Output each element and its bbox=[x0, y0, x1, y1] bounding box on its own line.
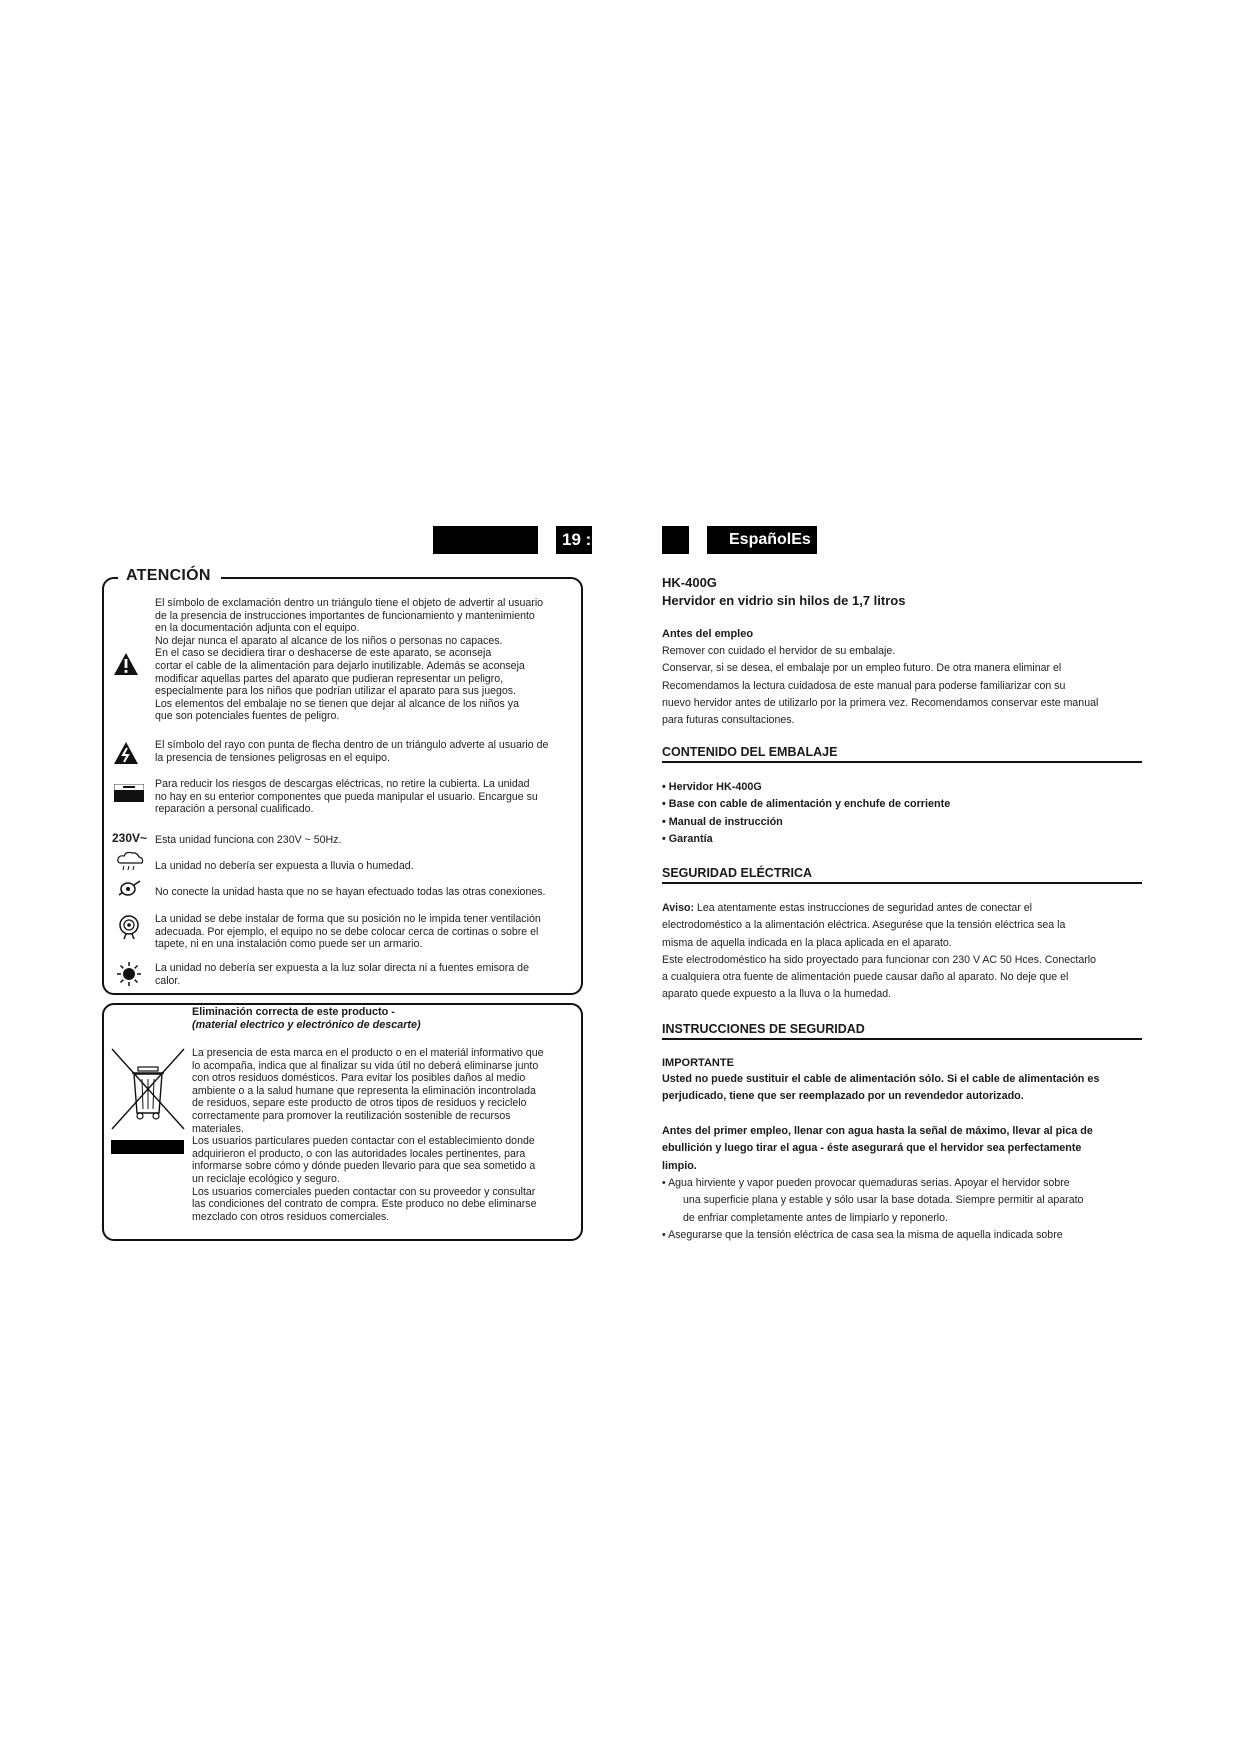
model-number: HK-400G bbox=[662, 575, 717, 590]
product-title: Hervidor en vidrio sin hilos de 1,7 litros bbox=[662, 593, 906, 608]
attention-block-sun: La unidad no debería ser expuesta a la luz solar directa ni a fuentes emisora de calor. bbox=[155, 962, 529, 987]
list-item: de enfriar completamente antes de limpiarlo y reponerlo. bbox=[683, 1211, 948, 1224]
attention-title: ATENCIÓN bbox=[118, 567, 221, 585]
disposal-black-bar bbox=[111, 1140, 184, 1154]
list-item: • Hervidor HK-400G bbox=[662, 781, 762, 793]
list-item: • Agua hirviente y vapor pueden provocar quemaduras serias. Apoyar el hervidor sobre bbox=[662, 1177, 1070, 1189]
rain-cloud-icon bbox=[115, 850, 145, 872]
list-item: • Base con cable de alimentación y enchufe de corriente bbox=[662, 798, 951, 811]
plug-icon bbox=[116, 877, 144, 899]
sun-icon bbox=[116, 961, 142, 987]
caution-label-icon bbox=[114, 784, 144, 802]
crossed-bin-icon bbox=[110, 1047, 186, 1131]
important-label: IMPORTANTE bbox=[662, 1057, 734, 1069]
disposal-subtitle: (material electrico y electrónico de descarte) bbox=[192, 1019, 421, 1031]
attention-block-cover: Para reducir los riesgos de descargas eléctricas, no retire la cubierta. La unidad no hay en su enterior componentes que pueda manipular el usuario. Encargue su reparación a personal cualificado. bbox=[155, 778, 538, 816]
list-item: • Garantía bbox=[662, 832, 713, 845]
attention-block-ventilation: La unidad se debe instalar de forma que su posición no le impida tener ventilación adecuada. Por ejemplo, el equipo no se debe colocar cerca de cortinas o sobre el tapete, ni en una instalación como puede ser un armario. bbox=[155, 913, 541, 951]
safety-heading: INSTRUCCIONES DE SEGURIDAD bbox=[662, 1022, 1142, 1040]
attention-line-voltage: Esta unidad funciona con 230V ~ 50Hz. bbox=[155, 834, 342, 846]
attention-block-exclamation: El símbolo de exclamación dentro un triángulo tiene el objeto de advertir al usuario de la presencia de instrucciones importantes de funcionamiento y mantenimiento en la documentación adjunta con el equipo. No dejar nunca el aparato al alcance de los niños o personas no capaces. En el caso se decidiera tirar o deshacerse de este aparato, se aconseja cortar el cable de la alimentación para dejarlo inutilizable. Además se aconseja modificar aquellas partes del aparato que pudieran representar un peligro, especialmente para los niños que podrían utilizar el aparato para sus juegos. Los elementos del embalaje no se tienen que dejar al alcance de los niños ya que son potenciales fuentes de peligro. bbox=[155, 597, 544, 723]
ventilation-fan-icon bbox=[117, 914, 141, 940]
language-label: EspañolEs bbox=[707, 526, 817, 554]
before-use-text: Remover con cuidado el hervidor de su embalaje. Conservar, si se desea, el embalaje por un empleo futuro. De otra manera eliminar el Recomendamos la lectura cuidadosa de este manual para poderse familiarizar con su nuevo hervidor antes de utilizarlo por la primera vez. Recomendamos conservar este manual para futuras consultaciones. bbox=[662, 645, 1099, 727]
safety-cable-note: Usted no puede sustituir el cable de alimentación sólo. Si el cable de alimentación es perjudicado, tiene que ser reemplazado por un revendedor autorizado. bbox=[662, 1073, 1100, 1103]
disposal-text: La presencia de esta marca en el producto o en el materiál informativo que lo acompaña, indica que al finalizar su vida útil no deberá eliminarse junto con otros residuos domésticos. Para evitar los posibles daños al medio ambiente o a la salud humane que representa la eliminación incontrolada de residuos, separe este producto de otros tipos de residuos y reciclelo correctamente para promover la reutilización sostenible de recursos materiales. Los usuarios particulares pueden contactar con el establecimiento donde adquirieron el producto, o con las autoridades locales pertinentes, para informarse sobre cómo y dónde pueden llevario para que sea sometido a un reciclaje ecológico y seguro. Los usuarios comerciales pueden contactar con su proveedor y consultar las condiciones del contrato de compra. Este produco no debe eliminarse mezclado con otros residuos comerciales. bbox=[192, 1047, 544, 1223]
page-number: 19 : bbox=[556, 526, 592, 554]
attention-line-connect: No conecte la unidad hasta que no se hayan efectuado todas las otras conexiones. bbox=[155, 886, 546, 898]
header-black-square bbox=[662, 526, 689, 554]
warning-label: Aviso: bbox=[662, 902, 694, 914]
electrical-heading: SEGURIDAD ELÉCTRICA bbox=[662, 866, 1142, 884]
header-black-bar-left bbox=[433, 526, 538, 554]
list-item: • Manual de instrucción bbox=[662, 815, 783, 828]
contents-list bbox=[662, 779, 950, 848]
lightning-triangle-icon bbox=[113, 741, 139, 765]
safety-first-use-note: Antes del primer empleo, llenar con agua hasta la señal de máximo, llevar al pica de ebullición y luego tirar el agua - éste asegurará que el hervidor sea perfectamente limpio. bbox=[662, 1125, 1093, 1172]
voltage-icon: 230V~ bbox=[112, 831, 148, 845]
list-item: una superficie plana y estable y sólo usar la base dotada. Siempre permitir al aparato bbox=[683, 1194, 1084, 1207]
exclamation-triangle-icon bbox=[113, 652, 139, 676]
electrical-text: Aviso: Lea atentamente estas instrucciones de seguridad antes de conectar el electrodoméstico a la alimentación eléctrica. Asegurése que la tensión eléctrica sea la misma de aquella indicada en la placa aplicada en el aparato. Este electrodoméstico ha sido proyectado para funcionar con 230 V AC 50 Hces. Conectarlo a cualquiera otra fuente de alimentación puede causar daño al aparato. No deje que el aparato quede expuesto a la lluva o la humedad. bbox=[662, 902, 1097, 1001]
contents-heading: CONTENIDO DEL EMBALAJE bbox=[662, 745, 1142, 763]
disposal-title: Eliminación correcta de este producto - bbox=[192, 1006, 395, 1018]
attention-line-rain: La unidad no debería ser expuesta a lluvia o humedad. bbox=[155, 860, 414, 872]
safety-bullets bbox=[662, 1175, 1162, 1244]
before-use-title: Antes del empleo bbox=[662, 628, 754, 640]
list-item: • Asegurarse que la tensión eléctrica de casa sea la misma de aquella indicada sobre bbox=[662, 1228, 1063, 1241]
attention-block-lightning: El símbolo del rayo con punta de flecha dentro de un triángulo adverte al usuario de la presencia de tensiones peligrosas en el equipo. bbox=[155, 739, 549, 764]
